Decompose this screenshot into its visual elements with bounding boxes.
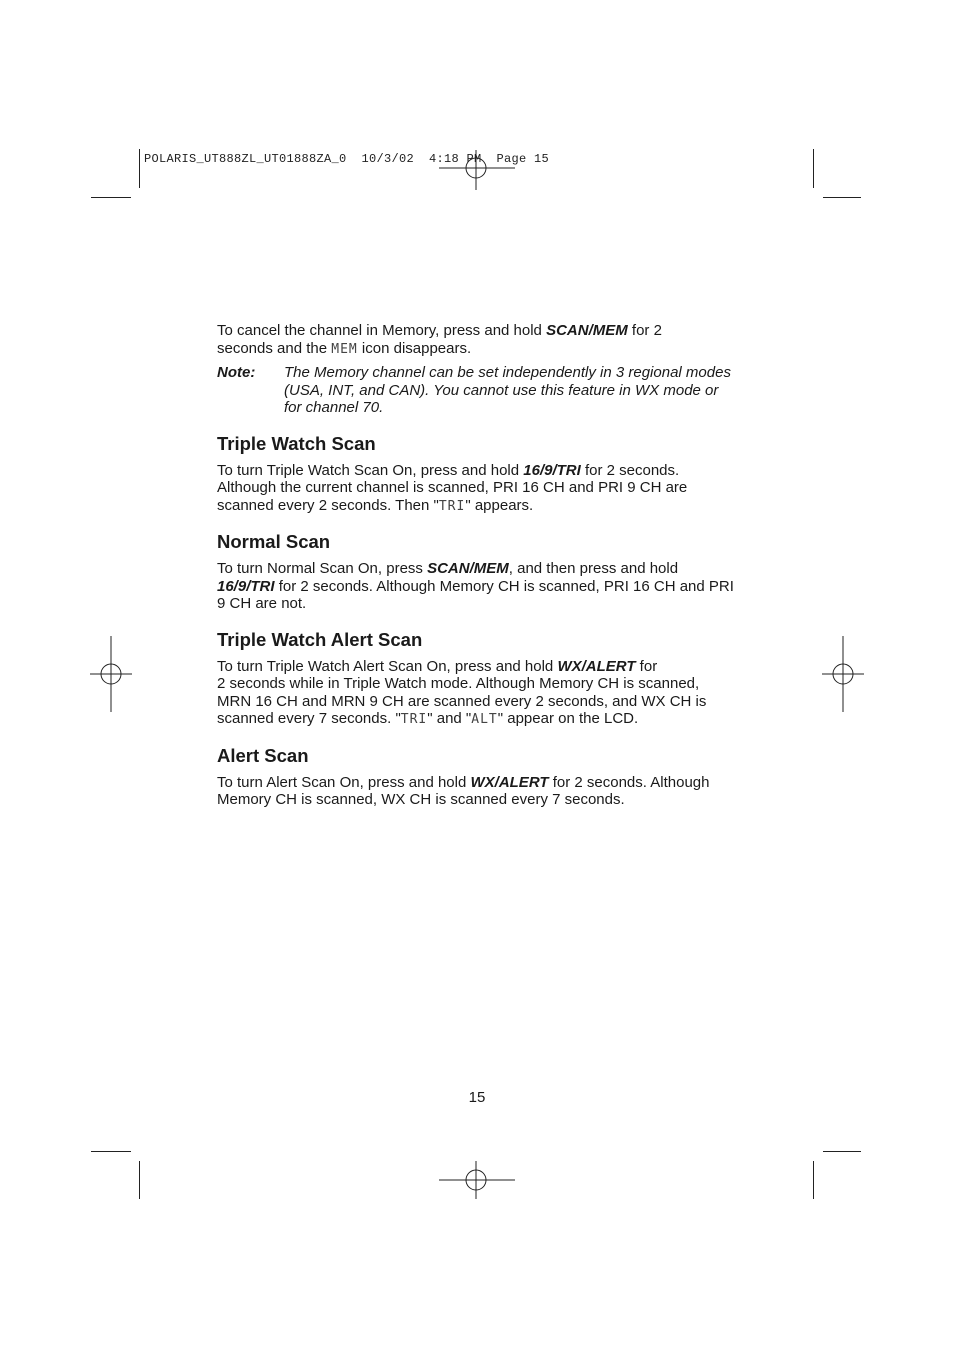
section-alert-scan xyxy=(217,745,737,809)
page-content xyxy=(217,322,737,809)
registration-mark-left xyxy=(90,636,132,712)
registration-mark-right xyxy=(822,636,864,712)
crop-mark xyxy=(91,197,131,198)
normal-scan-text: To turn Normal Scan On, press SCAN/MEM, and then press and hold 16/9/TRI for 2 seconds. Although Memory CH is scanned, PRI 16 CH and PRI 9 CH are not. xyxy=(217,560,734,612)
crop-mark xyxy=(91,1151,131,1152)
heading-normal-scan: Normal Scan xyxy=(217,531,331,552)
note-label: Note: xyxy=(217,364,256,381)
registration-mark-bottom xyxy=(437,1161,517,1201)
triple-watch-text: To turn Triple Watch Scan On, press and hold 16/9/TRI for 2 seconds. Although the current channel is scanned, PRI 16 CH and PRI 9 CH are scanned every 2 seconds. Then "TRI" appears. xyxy=(217,461,688,514)
crop-mark xyxy=(823,1151,861,1152)
intro-paragraph: To cancel the channel in Memory, press and hold SCAN/MEM for 2 seconds and the MEM icon disappears. xyxy=(217,322,662,357)
lcd-alt-icon: ALT xyxy=(471,712,498,727)
triple-alert-text: To turn Triple Watch Alert Scan On, press and hold WX/ALERT for 2 seconds while in Triple Watch mode. Although Memory CH is scanned, MRN 16 CH and MRN 9 CH are scanned every 2 seconds, and WX CH is scanned every 7 seconds. "TRI" and "ALT" appear on the LCD. xyxy=(217,657,707,727)
lcd-tri-icon: TRI xyxy=(400,712,428,727)
crop-mark xyxy=(139,149,140,188)
key-scan-mem: SCAN/MEM xyxy=(427,560,509,577)
key-16-9-tri: 16/9/TRI xyxy=(217,577,275,595)
section-triple-watch-scan xyxy=(217,433,737,516)
crop-mark xyxy=(139,1161,140,1199)
lcd-mem-icon: MEM xyxy=(331,341,358,357)
key-scan-mem: SCAN/MEM xyxy=(546,322,628,339)
section-normal-scan xyxy=(217,531,737,613)
crop-mark xyxy=(813,149,814,188)
key-wx-alert: WX/ALERT xyxy=(470,773,549,791)
key-wx-alert: WX/ALERT xyxy=(557,657,636,675)
section-triple-watch-alert-scan xyxy=(217,629,737,729)
note-text: The Memory channel can be set independently in 3 regional modes (USA, INT, and CAN). You cannot use this feature in WX mode or for channel 70. xyxy=(284,364,731,416)
key-16-9-tri: 16/9/TRI xyxy=(523,461,581,479)
note-block xyxy=(217,364,737,417)
heading-triple-watch-scan: Triple Watch Scan xyxy=(217,432,376,454)
registration-mark-top xyxy=(437,150,517,190)
page-number: 15 xyxy=(468,1089,486,1106)
heading-triple-watch-alert-scan: Triple Watch Alert Scan xyxy=(217,628,423,650)
lcd-tri-icon: TRI xyxy=(438,498,466,514)
crop-mark xyxy=(823,197,861,198)
heading-alert-scan: Alert Scan xyxy=(217,744,309,766)
alert-scan-text: To turn Alert Scan On, press and hold WX/ALERT for 2 seconds. Although Memory CH is scanned, WX CH is scanned every 7 seconds. xyxy=(217,773,710,808)
crop-mark xyxy=(813,1161,814,1199)
print-slug: POLARIS_UT888ZL_UT01888ZA_0 10/3/02 4:18 PM Page 15 xyxy=(144,152,550,166)
